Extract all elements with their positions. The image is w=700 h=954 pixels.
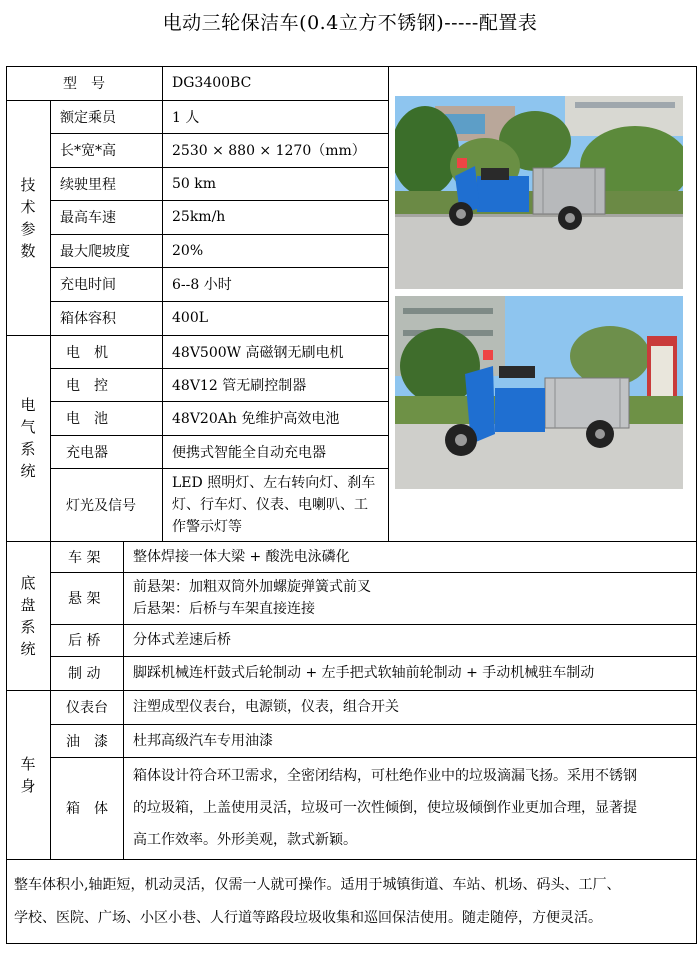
spec-value: 48V500W 高磁钢无刷电机 <box>172 344 344 361</box>
value-line: 脚踩机械连杆鼓式后轮制动 + 左手把式软轴前轮制动 + 手动机械驻车制动 <box>133 665 595 681</box>
model-label: 型 号 <box>63 76 105 92</box>
spec-value: 400L <box>172 310 209 326</box>
spec-value <box>123 724 697 757</box>
group-char: 参 <box>20 219 36 238</box>
spec-label: 电 控 <box>66 377 108 394</box>
value-line: 高工作效率。外形美观，款式新颖。 <box>133 832 357 848</box>
spec-value <box>123 541 697 572</box>
value-line: 灯、行车灯、仪表、电喇叭、工 <box>172 496 368 513</box>
spec-label: 箱体容积 <box>60 311 116 327</box>
value-line: 作警示灯等 <box>172 518 242 535</box>
spec-value: 1 人 <box>172 109 200 126</box>
vehicle-photo-image <box>395 296 683 489</box>
spec-label: 仪表台 <box>66 700 108 716</box>
spec-label: 电 机 <box>66 344 108 361</box>
spec-value: 50 km <box>172 175 217 192</box>
spec-label: 制 动 <box>68 666 101 682</box>
group-char: 电 <box>20 396 36 414</box>
body-group-label <box>6 690 50 859</box>
spec-label: 电 池 <box>66 411 108 427</box>
spec-label: 最大爬坡度 <box>60 243 130 260</box>
value-line: 后悬架：后桥与车架直接连接 <box>133 601 315 617</box>
spec-label: 油 漆 <box>66 733 108 750</box>
group-char: 气 <box>20 418 36 436</box>
divider <box>6 859 697 860</box>
vehicle-photo-front <box>395 296 683 489</box>
page-title: 电动三轮保洁车(0.4立方不锈钢)-----配置表 <box>162 12 538 34</box>
spec-value: 2530 × 880 × 1270（mm） <box>172 143 366 159</box>
chassis-group-label <box>6 541 50 690</box>
value-line: 注塑成型仪表台，电源锁，仪表，组合开关 <box>133 699 399 715</box>
summary-line: 学校、医院、广场、小区小巷、人行道等路段垃圾收集和巡回保洁使用。随走随停，方便灵活。 <box>14 910 602 926</box>
spec-value: 便携式智能全自动充电器 <box>172 444 326 461</box>
spec-value: 48V20Ah 免维护高效电池 <box>172 411 340 427</box>
spec-value: 25km/h <box>172 209 226 225</box>
value-line: 前悬架：加粗双筒外加螺旋弹簧式前叉 <box>133 579 371 595</box>
value-line: 整体焊接一体大梁 + 酸洗电泳磷化 <box>133 548 350 565</box>
divider <box>388 66 389 541</box>
electric-group-label <box>6 335 50 541</box>
summary-paragraph <box>14 869 694 935</box>
value-line: 箱体设计符合环卫需求，全密闭结构，可杜绝作业中的垃圾滴漏飞扬。采用不锈钢 <box>133 768 637 784</box>
spec-label: 长*宽*高 <box>60 143 116 159</box>
group-char: 盘 <box>20 595 36 614</box>
spec-value <box>123 624 697 656</box>
spec-label: 灯光及信号 <box>66 497 136 514</box>
group-char: 车 <box>20 754 36 773</box>
spec-value <box>123 757 697 859</box>
vehicle-photo-side <box>395 96 683 289</box>
summary-line: 整车体积小,轴距短，机动灵活，仅需一人就可操作。适用于城镇街道、车站、机场、码头、工厂、 <box>14 877 621 893</box>
group-char: 技 <box>20 175 36 194</box>
group-char: 统 <box>20 639 36 658</box>
model-value: DG3400BC <box>172 75 252 91</box>
spec-value: 6--8 小时 <box>172 277 232 293</box>
spec-label: 最高车速 <box>60 210 116 226</box>
spec-label: 后 桥 <box>68 633 101 649</box>
vehicle-photo-image <box>395 96 683 289</box>
tech-group-label <box>6 100 50 335</box>
group-char: 系 <box>20 440 36 458</box>
spec-label: 箱 体 <box>66 801 108 817</box>
group-char: 底 <box>20 573 36 592</box>
group-char: 术 <box>20 197 36 216</box>
spec-label: 悬 架 <box>68 591 101 607</box>
spec-label: 额定乘员 <box>60 109 116 126</box>
spec-value <box>162 468 388 541</box>
value-line: LED 照明灯、左右转向灯、刹车 <box>172 474 376 491</box>
group-char: 身 <box>20 776 36 795</box>
spec-label: 车 架 <box>68 549 101 566</box>
group-char: 统 <box>20 462 36 480</box>
spec-label: 充电器 <box>66 444 108 461</box>
group-char: 系 <box>20 617 36 636</box>
spec-value: 48V12 管无刷控制器 <box>172 377 307 394</box>
value-line: 杜邦高级汽车专用油漆 <box>133 732 273 749</box>
group-char: 数 <box>20 241 36 260</box>
spec-value: 20% <box>172 242 204 259</box>
spec-value <box>123 656 697 690</box>
spec-value <box>123 690 697 724</box>
value-line: 分体式差速后桥 <box>133 632 231 648</box>
spec-label: 续驶里程 <box>60 176 116 193</box>
spec-value <box>123 572 697 624</box>
value-line: 的垃圾箱，上盖使用灵活，垃圾可一次性倾倒，使垃圾倾倒作业更加合理，显著提 <box>133 800 637 816</box>
spec-label: 充电时间 <box>60 277 116 293</box>
